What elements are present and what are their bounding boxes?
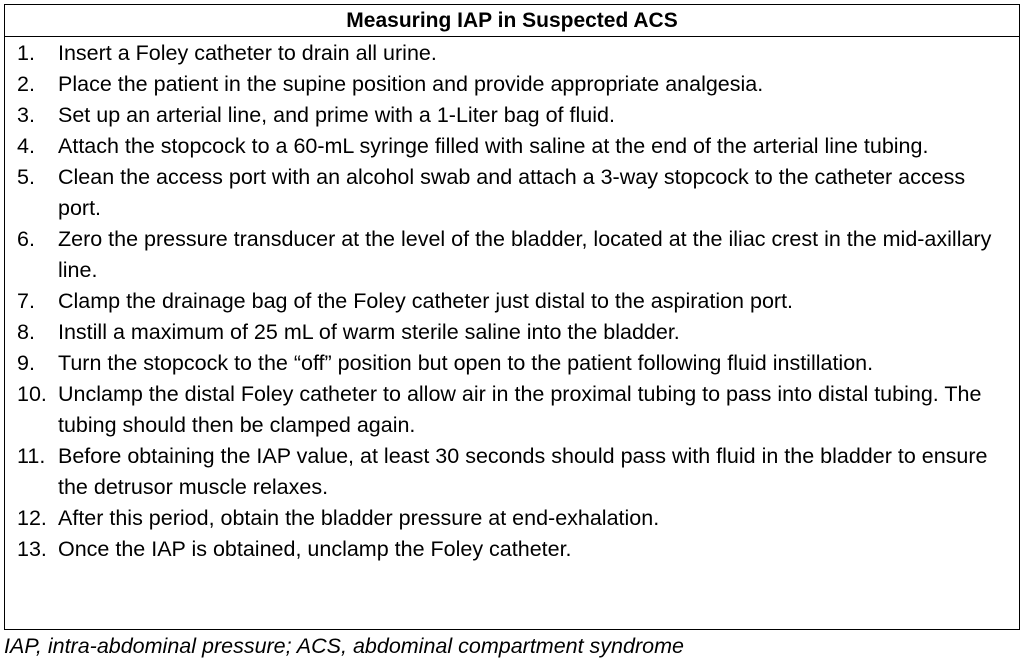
step-number: 6. — [17, 227, 35, 251]
step-text: Once the IAP is obtained, unclamp the Foley catheter. — [58, 537, 572, 561]
step-text: Before obtaining the IAP value, at least 30 seconds should pass with fluid in the bladder to ensure the detrusor muscle relaxes. — [58, 444, 988, 499]
step-text: Instill a maximum of 25 mL of warm sterile saline into the bladder. — [58, 320, 680, 344]
list-item — [5, 317, 1019, 348]
step-number: 8. — [17, 320, 35, 344]
list-item — [5, 286, 1019, 317]
list-item — [5, 441, 1019, 503]
step-text: Set up an arterial line, and prime with a 1-Liter bag of fluid. — [58, 103, 615, 127]
procedure-table — [4, 4, 1020, 630]
list-item — [5, 224, 1019, 286]
step-number: 1. — [17, 41, 35, 65]
step-number: 13. — [17, 537, 47, 561]
table-footnote: IAP, intra-abdominal pressure; ACS, abdominal compartment syndrome — [4, 634, 684, 658]
step-text: Clamp the drainage bag of the Foley catheter just distal to the aspiration port. — [58, 289, 794, 313]
step-number: 7. — [17, 289, 35, 313]
list-item — [5, 534, 1019, 565]
step-number: 3. — [17, 103, 35, 127]
step-number: 12. — [17, 506, 47, 530]
step-text: Place the patient in the supine position and provide appropriate analgesia. — [58, 72, 764, 96]
step-text: Attach the stopcock to a 60-mL syringe filled with saline at the end of the arterial line tubing. — [58, 134, 929, 158]
list-item — [5, 38, 1019, 69]
step-text: After this period, obtain the bladder pressure at end-exhalation. — [58, 506, 660, 530]
steps-list — [5, 37, 1019, 565]
list-item — [5, 503, 1019, 534]
step-text: Unclamp the distal Foley catheter to allow air in the proximal tubing to pass into distal tubing. The tubing should then be clamped again. — [58, 382, 982, 437]
step-number: 9. — [17, 351, 35, 375]
list-item — [5, 162, 1019, 224]
step-text: Insert a Foley catheter to drain all urine. — [58, 41, 437, 65]
list-item — [5, 379, 1019, 441]
step-number: 11. — [17, 444, 46, 468]
step-number: 4. — [17, 134, 35, 158]
list-item — [5, 348, 1019, 379]
step-number: 5. — [17, 165, 35, 189]
list-item — [5, 69, 1019, 100]
list-item — [5, 100, 1019, 131]
step-text: Zero the pressure transducer at the level of the bladder, located at the iliac crest in the mid-axillary line. — [58, 227, 992, 282]
step-text: Clean the access port with an alcohol swab and attach a 3-way stopcock to the catheter access port. — [58, 165, 966, 220]
table-title: Measuring IAP in Suspected ACS — [5, 5, 1019, 37]
list-item — [5, 131, 1019, 162]
step-number: 10. — [17, 382, 47, 406]
step-number: 2. — [17, 72, 35, 96]
step-text: Turn the stopcock to the “off” position but open to the patient following fluid instillation. — [58, 351, 874, 375]
